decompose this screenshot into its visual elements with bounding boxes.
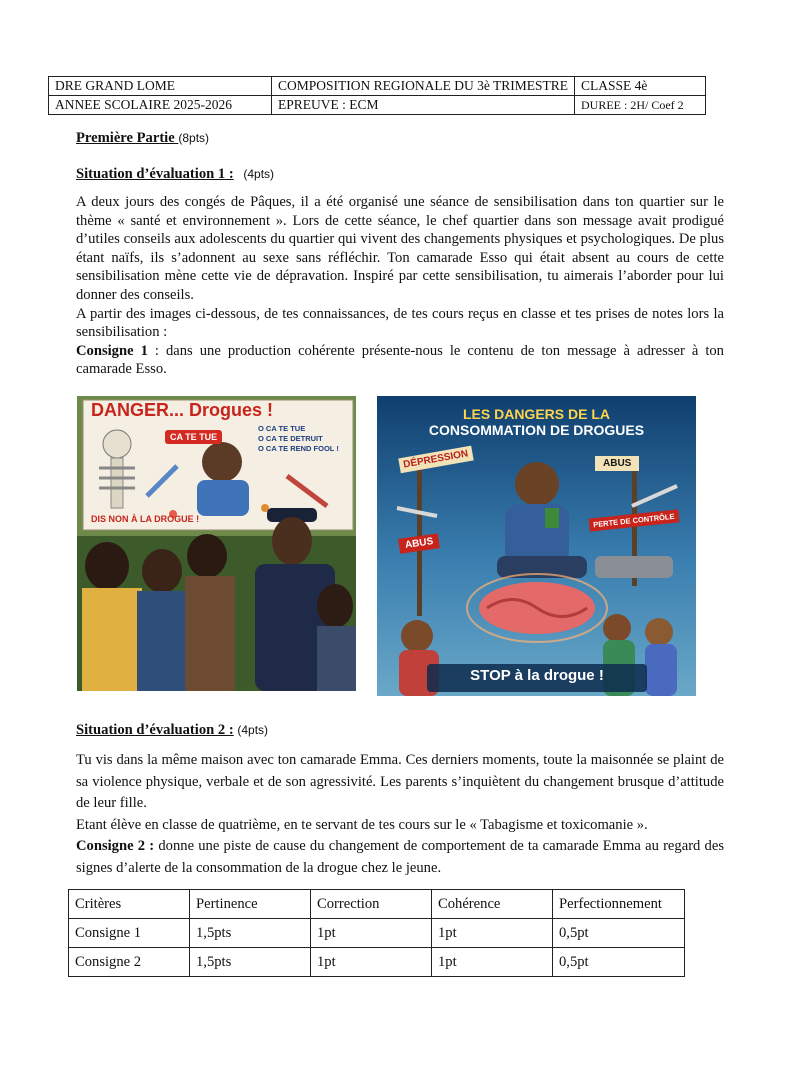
sign-perte-controle: PERTE DE CONTRÔLE: [589, 509, 680, 531]
consigne2-text: donne une piste de cause du changement de comportement de ta camarade Emma au regard des signes d’alerte de la consommation de la drogue chez le jeune.: [76, 838, 725, 876]
situation1-heading: [76, 166, 274, 183]
table-cell: 1pt: [311, 948, 432, 977]
criteria-header-cell: Perfectionnement: [553, 890, 685, 919]
sign-abus-left: ABUS: [398, 533, 440, 553]
banner-list-item: O CA TE DETRUIT: [258, 434, 323, 443]
situation1-text2: A partir des images ci-dessous, de tes connaissances, de tes cours reçus en classe et tes prises de notes lors la sensibilisation :: [76, 305, 724, 341]
criteria-header-cell: Cohérence: [432, 890, 553, 919]
sign-depression: DÉPRESSION: [398, 446, 473, 474]
table-row: [69, 919, 685, 948]
consigne1-label: Consigne 1: [76, 342, 148, 359]
consigne2: [76, 836, 724, 879]
table-cell: Consigne 1: [69, 919, 190, 948]
consigne1-text: : dans une production cohérente présente-nous le contenu de ton message à adresser à ton camarade Esso.: [76, 342, 724, 378]
drug-dangers-poster: [377, 396, 696, 696]
header-region: DRE GRAND LOME: [49, 77, 272, 96]
banner-title-text: DANGER... Drogues !: [91, 400, 274, 420]
situation1-points: (4pts): [243, 167, 275, 181]
banner-list: [258, 424, 339, 454]
situation1-text1: A deux jours des congés de Pâques, il a été organisé une séance de sensibilisation dans ton quartier sur le thème « santé et environnement ». Lors de cette séance, le chef quartier dans son message avait prodigué d’utiles conseils aux adolescents du quartier qui vivent des changements physiques et psychologiques. De plus étant naïfs, ils s’adonnent au sexe sans réfléchir. Ton camarade Esso qui était absent au cours de cette sensibilisation mène cette vie de dépravation. Inspiré par cette sensibilisation, tu aimerais l’aborder pour lui donner des conseils.: [76, 194, 724, 303]
criteria-header-cell: Critères: [69, 890, 190, 919]
header-exam: COMPOSITION REGIONALE DU 3è TRIMESTRE: [272, 77, 575, 96]
part1-points: (8pts): [178, 131, 210, 145]
consigne2-label: Consigne 2 :: [76, 838, 155, 854]
poster-stop-text: STOP à la drogue !: [470, 667, 604, 684]
criteria-table: [68, 889, 685, 977]
table-cell: 1pt: [432, 919, 553, 948]
part1-heading: [76, 130, 209, 147]
table-cell: 0,5pt: [553, 919, 685, 948]
drug-awareness-photo: [77, 396, 356, 691]
banner-bottom-text: DIS NON À LA DROGUE !: [91, 514, 200, 524]
header-subject: EPREUVE : ECM: [272, 96, 575, 115]
table-cell: Consigne 2: [69, 948, 190, 977]
header-year: ANNEE SCOLAIRE 2025-2026: [49, 96, 272, 115]
banner-list-item: O CA TE TUE: [258, 424, 306, 433]
banner-list-item: O CA TE REND FOOL !: [258, 444, 339, 453]
criteria-header-row: [69, 890, 685, 919]
table-cell: 1pt: [432, 948, 553, 977]
header-class: CLASSE 4è: [575, 77, 706, 96]
banner-title: [91, 400, 273, 421]
table-row: [69, 948, 685, 977]
consigne1: [76, 342, 724, 379]
situation2-points: (4pts): [237, 723, 269, 737]
header-table: [48, 76, 706, 115]
situation2-text1: Tu vis dans la même maison avec ton camarade Emma. Ces derniers moments, toute la maisonnée se plaint de sa violence physique, verbale et de son agressivité. Les parents s’inquiètent du changement brusque d’attitude de leur fille.: [76, 752, 724, 811]
situation1-title: Situation d’évaluation 1 :: [76, 166, 234, 182]
situation1-body: [76, 193, 724, 379]
situation2-text2: Etant élève en classe de quatrième, en te servant de tes cours sur le « Tabagisme et toxicomanie ».: [76, 816, 648, 833]
table-cell: 1,5pts: [190, 948, 311, 977]
table-cell: 1,5pts: [190, 919, 311, 948]
poster-title-line2: CONSOMMATION DE DROGUES: [428, 422, 645, 438]
header-duration: DUREE : 2H/ Coef 2: [575, 96, 706, 115]
sign-abus-top: ABUS: [595, 456, 639, 471]
criteria-header-cell: Correction: [311, 890, 432, 919]
table-cell: 1pt: [311, 919, 432, 948]
table-cell: 0,5pt: [553, 948, 685, 977]
poster-title: [377, 406, 696, 438]
part1-title: Première Partie: [76, 130, 179, 146]
criteria-header-cell: Pertinence: [190, 890, 311, 919]
poster-title-line1: LES DANGERS DE LA: [462, 406, 610, 422]
situation2-heading: [76, 722, 268, 739]
situation2-body: [76, 750, 724, 879]
situation2-title: Situation d’évaluation 2 :: [76, 722, 234, 738]
banner-red-tag: CA TE TUE: [165, 430, 222, 444]
